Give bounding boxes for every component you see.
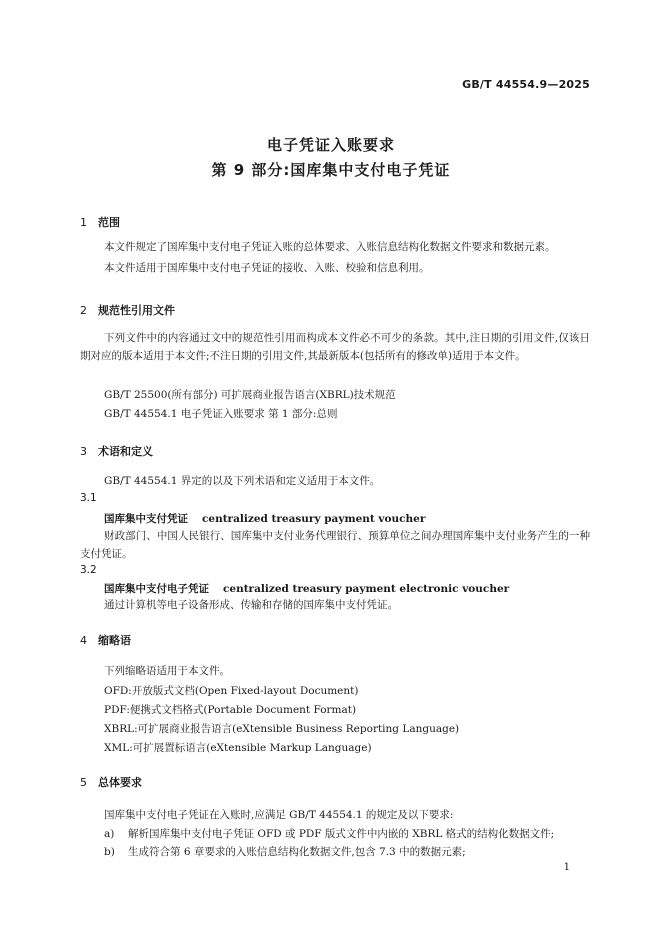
term-definition: 财政部门、中国人民银行、国库集中支付业务代理银行、预算单位之间办理国库集中支付业务产生的一种支付凭证。 — [80, 530, 590, 560]
term-english: centralized treasury payment electronic voucher — [223, 583, 510, 595]
section-number: 5 — [80, 776, 87, 789]
section-title: 范围 — [98, 216, 120, 229]
standard-number: GB/T 44554.9—2025 — [462, 78, 590, 91]
section-number: 3 — [80, 445, 87, 458]
section-title: 缩略语 — [98, 634, 131, 647]
section-1-heading — [80, 214, 120, 230]
abbreviation-item: XML:可扩展置标语言(eXtensible Markup Language) — [104, 742, 372, 754]
section-2-heading — [80, 302, 175, 318]
section-number: 2 — [80, 304, 87, 317]
section-title: 术语和定义 — [98, 445, 153, 458]
paragraph: 下列文件中的内容通过文中的规范性引用而构成本文件必不可少的条款。其中,注日期的引用文件,仅该日期对应的版本适用于本文件;不注日期的引用文件,其最新版本(包括所有的修改单)适用于本文件。 — [80, 332, 590, 362]
document-title-line2: 第 9 部分:国库集中支付电子凭证 — [211, 161, 451, 179]
term-definition: 通过计算机等电子设备形成、传输和存储的国库集中支付凭证。 — [104, 599, 398, 611]
abbreviation-item: PDF:便携式文档格式(Portable Document Format) — [104, 704, 357, 716]
list-label: a) — [104, 828, 115, 840]
paragraph: 下列缩略语适用于本文件。 — [104, 665, 230, 677]
reference-item: GB/T 44554.1 电子凭证入账要求 第 1 部分:总则 — [104, 408, 338, 420]
document-title-line1: 电子凭证入账要求 — [266, 136, 395, 154]
list-label: b) — [104, 846, 115, 858]
reference-item: GB/T 25500(所有部分) 可扩展商业报告语言(XBRL)技术规范 — [104, 389, 396, 401]
abbreviation-item: OFD:开放版式文档(Open Fixed-layout Document) — [104, 685, 359, 697]
term-number: 3.1 — [80, 492, 97, 504]
section-title: 规范性引用文件 — [98, 304, 175, 317]
term-english: centralized treasury payment voucher — [202, 513, 426, 525]
paragraph: GB/T 44554.1 界定的以及下列术语和定义适用于本文件。 — [104, 475, 381, 487]
section-4-heading — [80, 632, 131, 648]
term-entry — [104, 511, 425, 526]
paragraph: 本文件规定了国库集中支付电子凭证入账的总体要求、入账信息结构化数据文件要求和数据元素。 — [104, 241, 556, 253]
section-5-heading — [80, 774, 142, 790]
list-item-b — [104, 843, 466, 861]
term-chinese: 国库集中支付电子凭证 — [104, 583, 209, 595]
abbreviation-item: XBRL:可扩展商业报告语言(eXtensible Business Reporting Language) — [104, 723, 460, 735]
page-number: 1 — [563, 862, 570, 873]
section-number: 4 — [80, 634, 87, 647]
section-title: 总体要求 — [98, 776, 142, 789]
section-3-heading — [80, 443, 153, 459]
paragraph: 国库集中支付电子凭证在入账时,应满足 GB/T 44554.1 的规定及以下要求: — [104, 809, 454, 821]
list-text: 生成符合第 6 章要求的入账信息结构化数据文件,包含 7.3 中的数据元素; — [128, 846, 466, 858]
term-entry — [104, 581, 509, 596]
term-number: 3.2 — [80, 564, 97, 576]
section-number: 1 — [80, 216, 87, 229]
paragraph: 本文件适用于国库集中支付电子凭证的接收、入账、校验和信息利用。 — [104, 262, 430, 274]
list-text: 解析国库集中支付电子凭证 OFD 或 PDF 版式文件中内嵌的 XBRL 格式的结构化数据文件; — [128, 828, 555, 840]
list-item-a — [104, 825, 554, 843]
term-chinese: 国库集中支付凭证 — [104, 513, 188, 525]
